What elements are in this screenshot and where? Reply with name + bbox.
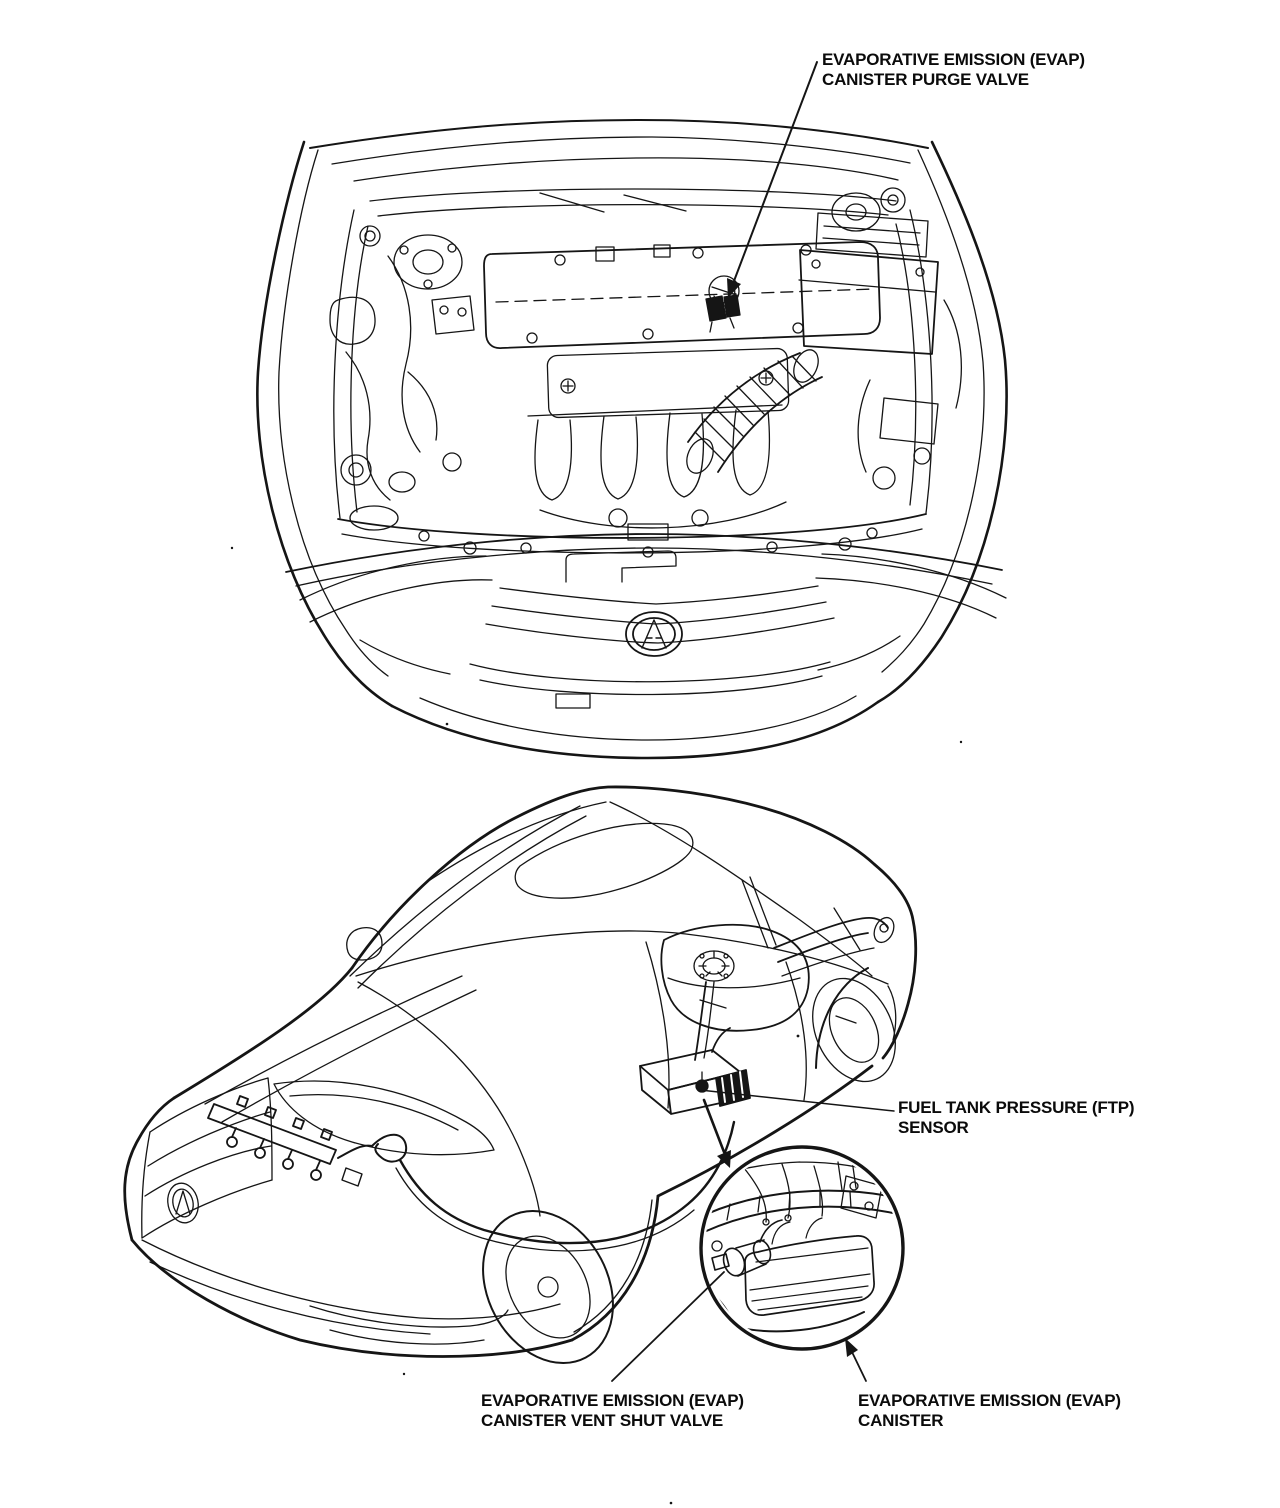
acura-emblem [626,612,682,656]
ftp-sensor [696,1072,708,1092]
callout-vent-shut-valve-line1: EVAPORATIVE EMISSION (EVAP) [481,1391,744,1410]
callout-vent-shut-valve-line2: CANISTER VENT SHUT VALVE [481,1411,724,1430]
callout-purge-valve [822,50,1085,90]
callout-purge-valve-line2: CANISTER PURGE VALVE [822,70,1029,89]
purge-valve [706,295,740,332]
detail-view-arrow [704,1100,731,1168]
front-grille [142,1078,272,1238]
radiator-support [338,514,926,557]
purge-valve-leader-line [727,62,817,298]
valve-cover [484,242,880,348]
rear-wheel [797,965,912,1095]
grille-emblem [164,1180,202,1225]
spark-plug-cover [547,348,789,418]
right-bay-cables [858,300,961,489]
left-strut-tower [360,226,462,289]
fuel-pump-sender [694,951,734,981]
evap-canister-unit [640,1028,750,1114]
side-mirror [347,928,382,960]
engine-bay-figure [257,62,1006,758]
scan-specks [231,547,962,1504]
callout-canister [858,1391,1121,1431]
front-bumper-lower [142,1240,560,1344]
callout-ftp-sensor-line1: FUEL TANK PRESSURE (FTP) [898,1098,1135,1117]
callout-ftp-sensor-line2: SENSOR [898,1118,969,1137]
sunroof [515,823,693,898]
front-bumper [286,534,1006,708]
intake-runners [528,405,786,528]
callout-vent-shut-valve [481,1391,744,1431]
callout-canister-line1: EVAPORATIVE EMISSION (EVAP) [858,1391,1121,1410]
headlight [274,1081,494,1155]
callout-canister-line2: CANISTER [858,1411,944,1430]
callout-ftp-sensor [898,1098,1134,1138]
callout-purge-valve-line1: EVAPORATIVE EMISSION (EVAP) [822,50,1085,69]
canister-arrow [845,1338,866,1381]
left-bay-hoses [330,256,474,530]
detail-circle [701,1147,903,1349]
